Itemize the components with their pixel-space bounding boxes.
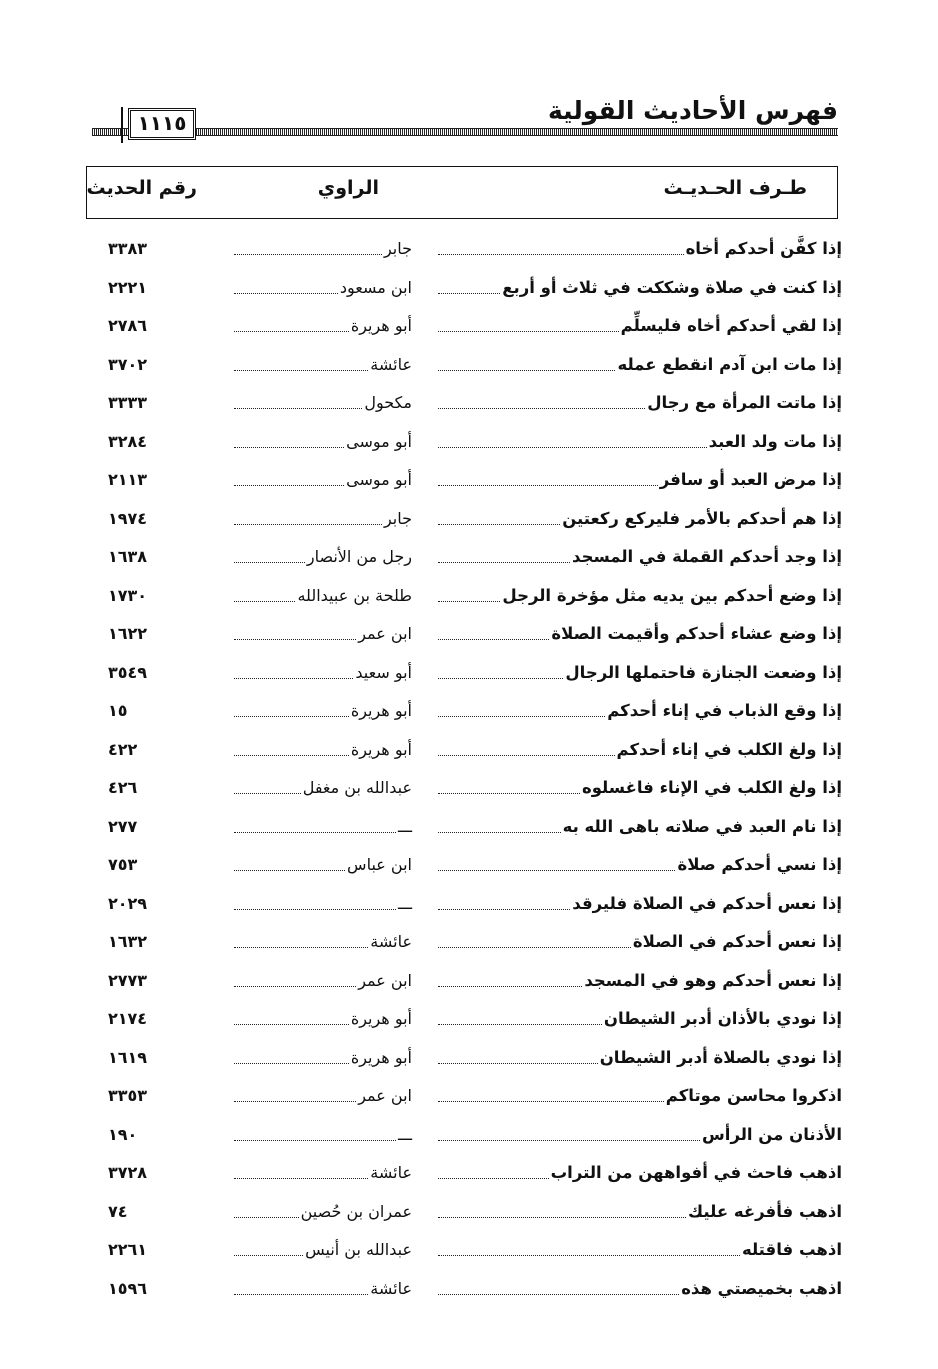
dot-leader (438, 331, 619, 332)
narrator-cell (234, 222, 412, 260)
narrator-cell (234, 992, 412, 1030)
narrator-cell (234, 954, 412, 992)
dot-leader (234, 1178, 368, 1179)
hadith-cell (438, 1031, 842, 1069)
index-row (0, 877, 938, 915)
hadith-cell (438, 800, 842, 838)
narrator-cell (234, 723, 412, 761)
hadith-cell (438, 684, 842, 722)
hadith-cell (438, 992, 842, 1030)
dot-leader (438, 562, 570, 563)
hadith-cell (438, 376, 842, 414)
dot-leader (234, 832, 396, 833)
narrator-text: عبدالله بن مغفل (302, 778, 412, 797)
dot-leader (234, 947, 368, 948)
index-row (0, 569, 938, 607)
hadith-text: إذا نعس أحدكم في الصلاة فليرقد (572, 893, 842, 913)
hadith-number: ٣٣٣٣ (108, 393, 148, 412)
narrator-cell (234, 1146, 412, 1184)
dot-leader (234, 1024, 349, 1025)
dot-leader (438, 1140, 700, 1141)
narrator-cell (234, 530, 412, 568)
dot-leader (234, 331, 349, 332)
dot-leader (234, 524, 382, 525)
hadith-number: ٤٢٦ (108, 778, 138, 797)
hadith-text: الأذنان من الرأس (702, 1124, 842, 1144)
hadith-cell (438, 877, 842, 915)
hadith-number: ٣٢٨٤ (108, 431, 148, 451)
hadith-text: إذا ماتت المرأة مع رجال (647, 393, 842, 412)
narrator-text: ـــ (397, 816, 412, 836)
hadith-number: ٣٧٢٨ (108, 1163, 148, 1182)
hadith-cell (438, 723, 842, 761)
hadith-number: ٢٧٧ (108, 816, 138, 836)
dot-leader (438, 755, 615, 756)
dot-leader (438, 986, 582, 987)
narrator-cell (234, 492, 412, 530)
index-row (0, 1185, 938, 1223)
narrator-text: أبو هريرة (350, 701, 412, 720)
narrator-text: أبو هريرة (350, 1047, 412, 1067)
hadith-text: إذا نسي أحدكم صلاة (677, 855, 842, 874)
narrator-cell (234, 684, 412, 722)
dot-leader (234, 601, 295, 602)
hadith-text: إذا وجد أحدكم القملة في المسجد (572, 547, 842, 566)
hadith-number: ٣٣٨٣ (108, 239, 148, 258)
hadith-cell (438, 1108, 842, 1146)
narrator-text: أبو هريرة (350, 1009, 412, 1028)
narrator-text: أبو موسى (346, 470, 412, 489)
hadith-number: ١٦٣٢ (108, 932, 148, 951)
dot-leader (438, 832, 561, 833)
hadith-text: إذا وضع أحدكم بين يديه مثل مؤخرة الرجل (502, 585, 842, 605)
hadith-number: ٢١١٣ (108, 470, 148, 489)
hadith-text: اذهب فأفرغه عليك (688, 1201, 842, 1221)
hadith-text: اذهب بخميصتي هذه (681, 1278, 842, 1298)
index-row (0, 915, 938, 953)
index-row (0, 453, 938, 491)
hadith-text: إذا نعس أحدكم وهو في المسجد (584, 970, 842, 990)
narrator-cell (234, 800, 412, 838)
narrator-cell (234, 607, 412, 645)
hadith-text: إذا مات ولد العبد (708, 431, 842, 451)
hadith-number: ٣٣٥٣ (108, 1086, 148, 1105)
hadith-text: إذا نعس أحدكم في الصلاة (632, 932, 842, 951)
running-title: فهرس الأحاديث القولية (548, 96, 838, 125)
hadith-number: ٣٥٤٩ (108, 662, 148, 682)
narrator-cell (234, 915, 412, 953)
hadith-text: اذهب فاقتله (741, 1240, 842, 1259)
dot-leader (438, 909, 570, 910)
dot-leader (438, 254, 684, 255)
hadith-cell (438, 607, 842, 645)
index-row (0, 607, 938, 645)
hadith-text: إذا نودي بالصلاة أدبر الشيطان (599, 1047, 842, 1067)
dot-leader (438, 1101, 664, 1102)
dot-leader (438, 447, 707, 448)
dot-leader (234, 293, 338, 294)
dot-leader (234, 447, 344, 448)
hadith-number: ٢٠٢٩ (108, 893, 148, 913)
hadith-number: ١٩٠ (108, 1124, 138, 1144)
dot-leader (438, 716, 605, 717)
index-row (0, 646, 938, 684)
page-number: ١١١٥ (128, 108, 196, 140)
dot-leader (234, 1140, 396, 1141)
column-header-hadith: طـرف الحـديـث (663, 177, 807, 199)
index-row (0, 492, 938, 530)
narrator-cell (234, 1031, 412, 1069)
dot-leader (234, 870, 345, 871)
narrator-cell (234, 761, 412, 799)
dot-leader (234, 793, 301, 794)
index-row (0, 222, 938, 260)
dot-leader (438, 678, 563, 679)
narrator-text: ابن عباس (347, 855, 412, 874)
dot-leader (438, 947, 631, 948)
hadith-cell (438, 761, 842, 799)
narrator-text: أبو هريرة (350, 739, 412, 759)
narrator-text: أبو سعيد (355, 662, 412, 682)
dot-leader (234, 1063, 349, 1064)
dot-leader (438, 639, 549, 640)
index-row (0, 1262, 938, 1300)
hadith-text: إذا وضع عشاء أحدكم وأقيمت الصلاة (551, 624, 842, 643)
narrator-cell (234, 453, 412, 491)
index-row (0, 415, 938, 453)
hadith-cell (438, 1069, 842, 1107)
index-row (0, 761, 938, 799)
hadith-number: ٢٢٢١ (108, 277, 148, 297)
hadith-number: ٢٧٨٦ (108, 316, 148, 335)
narrator-text: ابن مسعود (339, 277, 412, 297)
hadith-cell (438, 1185, 842, 1223)
hadith-cell (438, 453, 842, 491)
hadith-cell (438, 261, 842, 299)
dot-leader (234, 1217, 299, 1218)
hadith-cell (438, 299, 842, 337)
dot-leader (234, 909, 396, 910)
hadith-text: إذا لقي أحدكم أخاه فليسلِّم (620, 316, 842, 335)
narrator-cell (234, 299, 412, 337)
hadith-text: إذا كنت في صلاة وشككت في ثلاث أو أربع (502, 277, 842, 297)
index-row (0, 838, 938, 876)
hadith-text: اذكروا محاسن موتاكم (665, 1086, 842, 1105)
dot-leader (438, 524, 560, 525)
narrator-cell (234, 877, 412, 915)
hadith-text: اذهب فاحث في أفواههن من التراب (550, 1163, 842, 1182)
hadith-cell (438, 1223, 842, 1261)
hadith-cell (438, 646, 842, 684)
narrator-cell (234, 376, 412, 414)
narrator-cell (234, 1185, 412, 1223)
narrator-text: ابن عمر (358, 1086, 412, 1105)
narrator-cell (234, 261, 412, 299)
narrator-text: عمران بن حُصين (300, 1201, 412, 1221)
dot-leader (438, 485, 658, 486)
hadith-number: ١٥ (108, 701, 128, 720)
dot-leader (438, 793, 580, 794)
index-row (0, 954, 938, 992)
narrator-text: أبو موسى (346, 431, 412, 451)
dot-leader (438, 370, 615, 371)
hadith-text: إذا نودي بالأذان أدبر الشيطان (603, 1009, 842, 1028)
narrator-cell (234, 569, 412, 607)
hadith-text: إذا مات ابن آدم انقطع عمله (617, 354, 842, 374)
hadith-cell (438, 915, 842, 953)
dot-leader (438, 1063, 598, 1064)
hadith-number: ٢١٧٤ (108, 1009, 148, 1028)
index-row (0, 992, 938, 1030)
hadith-text: إذا كفَّن أحدكم أخاه (685, 239, 842, 258)
narrator-cell (234, 1108, 412, 1146)
narrator-text: عائشة (370, 354, 412, 374)
dot-leader (234, 1294, 368, 1295)
hadith-number: ١٦١٩ (108, 1047, 148, 1067)
dot-leader (438, 870, 675, 871)
hadith-cell (438, 569, 842, 607)
narrator-text: ابن عمر (358, 624, 412, 643)
narrator-text: عائشة (370, 1278, 412, 1298)
dot-leader (438, 601, 500, 602)
narrator-text: جابر (383, 508, 412, 528)
narrator-text: أبو هريرة (350, 316, 412, 335)
dot-leader (234, 1255, 303, 1256)
hadith-number: ٧٥٣ (108, 855, 138, 874)
hadith-cell (438, 838, 842, 876)
narrator-text: جابر (383, 239, 412, 258)
narrator-text: عبدالله بن أنيس (305, 1240, 412, 1259)
dot-leader (234, 678, 353, 679)
index-row (0, 299, 938, 337)
hadith-text: إذا مرض العبد أو سافر (659, 470, 842, 489)
hadith-cell (438, 492, 842, 530)
hadith-number: ٣٧٠٢ (108, 354, 148, 374)
narrator-cell (234, 838, 412, 876)
narrator-cell (234, 646, 412, 684)
hadith-cell (438, 415, 842, 453)
index-row (0, 1223, 938, 1261)
index-row (0, 1069, 938, 1107)
hadith-text: إذا وضعت الجنازة فاحتملها الرجال (565, 662, 842, 682)
dot-leader (234, 408, 362, 409)
narrator-cell (234, 1069, 412, 1107)
hadith-text: إذا ولغ الكلب في الإناء فاغسلوه (581, 778, 842, 797)
index-row (0, 261, 938, 299)
index-row (0, 530, 938, 568)
hadith-text: إذا نام العبد في صلاته باهى الله به (562, 816, 842, 836)
dot-leader (234, 485, 344, 486)
narrator-cell (234, 338, 412, 376)
narrator-cell (234, 1262, 412, 1300)
dot-leader (438, 1255, 740, 1256)
index-row (0, 684, 938, 722)
hadith-cell (438, 530, 842, 568)
index-row (0, 1108, 938, 1146)
dot-leader (234, 254, 382, 255)
narrator-cell (234, 415, 412, 453)
hadith-number: ٤٢٢ (108, 739, 138, 759)
dot-leader (438, 1294, 679, 1295)
hadith-number: ١٧٣٠ (108, 585, 148, 605)
dot-leader (234, 716, 349, 717)
index-row (0, 376, 938, 414)
hadith-cell (438, 1262, 842, 1300)
narrator-text: عائشة (370, 932, 412, 951)
dot-leader (234, 370, 368, 371)
index-row (0, 800, 938, 838)
hadith-number: ١٦٣٨ (108, 547, 148, 566)
narrator-text: ـــ (397, 1124, 412, 1144)
hadith-number: ٢٢٦١ (108, 1240, 148, 1259)
narrator-text: رجل من الأنصار (306, 547, 412, 566)
dot-leader (438, 1024, 602, 1025)
index-row (0, 1146, 938, 1184)
hadith-cell (438, 954, 842, 992)
dot-leader (234, 639, 356, 640)
dot-leader (438, 408, 645, 409)
hadith-cell (438, 222, 842, 260)
narrator-text: ـــ (397, 893, 412, 913)
narrator-text: مكحول (364, 393, 412, 412)
column-header-narrator: الراوي (317, 177, 379, 199)
hadith-number: ٢٧٧٣ (108, 970, 148, 990)
narrator-cell (234, 1223, 412, 1261)
index-row (0, 338, 938, 376)
hadith-number: ١٥٩٦ (108, 1278, 148, 1298)
narrator-text: ابن عمر (358, 970, 412, 990)
hadith-text: إذا هم أحدكم بالأمر فليركع ركعتين (562, 508, 842, 528)
narrator-text: عائشة (370, 1163, 412, 1182)
hadith-number: ١٦٢٢ (108, 624, 148, 643)
dot-leader (438, 293, 500, 294)
dot-leader (438, 1178, 549, 1179)
hadith-text: إذا ولغ الكلب في إناء أحدكم (616, 739, 842, 759)
hadith-number: ١٩٧٤ (108, 508, 148, 528)
narrator-text: طلحة بن عبيدالله (297, 585, 412, 605)
hadith-number: ٧٤ (108, 1201, 128, 1221)
dot-leader (438, 1217, 686, 1218)
dot-leader (234, 986, 356, 987)
column-header-number: رقم الحديث (86, 177, 197, 199)
hadith-text: إذا وقع الذباب في إناء أحدكم (607, 701, 842, 720)
index-row (0, 1031, 938, 1069)
dot-leader (234, 562, 305, 563)
index-row (0, 723, 938, 761)
dot-leader (234, 1101, 356, 1102)
hadith-cell (438, 338, 842, 376)
dot-leader (234, 755, 349, 756)
hadith-cell (438, 1146, 842, 1184)
